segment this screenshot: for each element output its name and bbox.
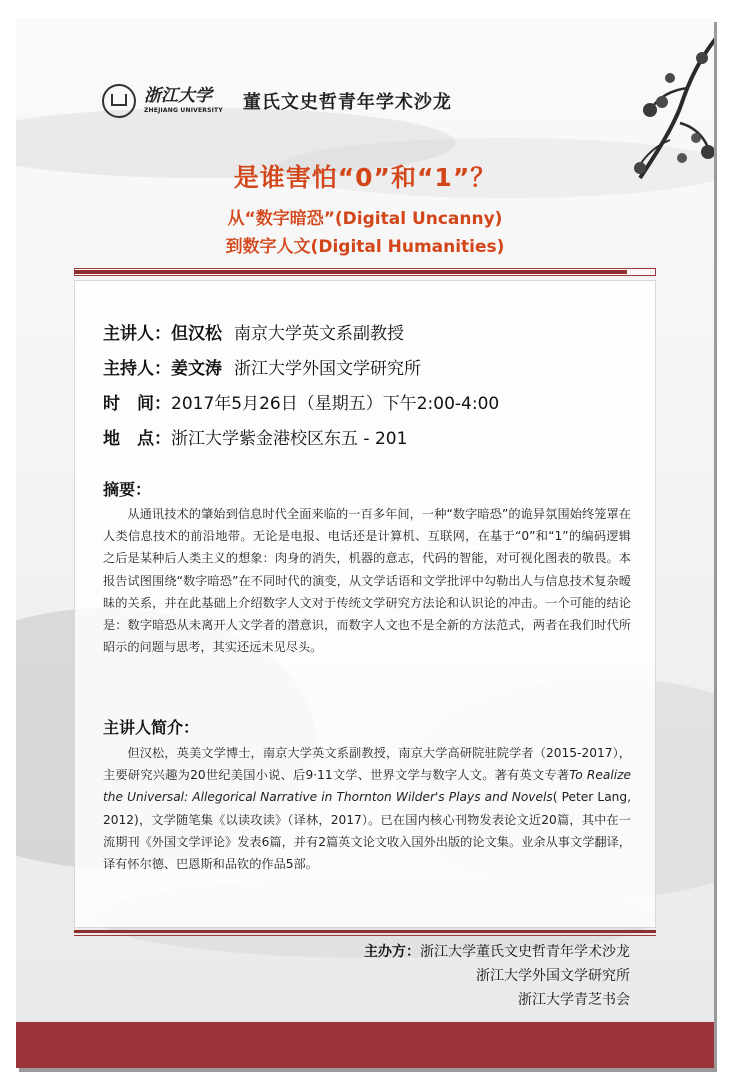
university-name-cn: 浙江大学 xyxy=(144,86,212,106)
bio-text-part-1: 但汉松，英美文学博士，南京大学英文系副教授，南京大学高研院驻院学者（2015-2017），主要研究兴趣为20世纪美国小说、后9·11文学、世界文学与数字人文。著有英文专著 xyxy=(103,746,631,783)
organizer-row-1 xyxy=(364,940,630,964)
time-value: 2017年5月26日（星期五）下午2:00-4:00 xyxy=(171,394,500,414)
university-name-en: ZHEJIANG UNIVERSITY xyxy=(144,107,223,114)
footer-band xyxy=(16,1022,714,1068)
organizers xyxy=(364,940,630,1012)
main-title: 是谁害怕“0”和“1”？ xyxy=(233,163,497,192)
host-title: 浙江大学外国文学研究所 xyxy=(234,359,421,379)
bio-heading: 主讲人简介： xyxy=(103,718,200,737)
organizer-2: 浙江大学外国文学研究所 xyxy=(476,968,630,984)
place-value: 浙江大学紫金港校区东五 - 201 xyxy=(171,429,408,449)
bio-book-title: To Realize the Universal: Allegorical Narrative in Thornton Wilder's Plays and Novels xyxy=(103,768,631,805)
host-name: 姜文涛 xyxy=(171,359,222,379)
speaker-name: 但汉松 xyxy=(171,324,222,344)
header xyxy=(102,80,452,122)
time-row xyxy=(103,389,499,414)
organizer-3: 浙江大学青芝书会 xyxy=(518,992,630,1008)
abstract-text: 从通讯技术的肇始到信息时代全面来临的一百多年间，一种“数字暗恐”的诡异氛围始终笼罩在人类信息技术的前沿地带。无论是电报、电话还是计算机、互联网，在基于“0”和“1”的编码逻辑之后是某种后人类主义的想象：肉身的消失，机器的意志，代码的智能，对可视化图表的敬畏。本报告试图围绕“数字暗恐”在不同时代的演变，从文学话语和文学批评中勾勒出人与信息技术复杂暧昧的关系，并在此基础上介绍数字人文对于传统文学研究方法论和认识论的冲击。一个可能的结论是：数字暗恐从未离开人文学者的潜意识，而数字人文也不是全新的方法范式，两者在我们时代所昭示的问题与思考，其实还远未见尽头。 xyxy=(103,507,631,655)
organizer-label: 主办方： xyxy=(364,944,420,960)
subtitle-line-2: 到数字人文(Digital Humanities) xyxy=(225,237,505,257)
speaker-label: 主讲人： xyxy=(103,324,171,344)
salon-name: 董氏文史哲青年学术沙龙 xyxy=(242,92,452,113)
abstract-heading: 摘要： xyxy=(103,480,152,499)
bio-text xyxy=(103,742,631,875)
place-label: 地 点： xyxy=(103,429,171,449)
host-label: 主持人： xyxy=(103,359,171,379)
place-row xyxy=(103,424,407,449)
speaker-row xyxy=(103,319,404,344)
university-seal-icon xyxy=(102,84,136,118)
university-logo xyxy=(144,88,223,114)
time-label: 时 间： xyxy=(103,394,171,414)
bottom-divider xyxy=(74,930,656,936)
poster xyxy=(16,18,714,1068)
content-card xyxy=(74,280,656,928)
top-divider xyxy=(74,268,656,276)
host-row xyxy=(103,354,421,379)
bio-text-part-2: ( Peter Lang, 2012)，文学随笔集《以读攻读》（译林，2017）。已在国内核心刊物发表论文近20篇，其中在一流期刊《外国文学评论》发表6篇，并有2篇英文论文收入国外出版的论文集。业余从事文学翻译，译有怀尔德、巴恩斯和品钦的作品5部。 xyxy=(103,790,631,872)
organizer-1: 浙江大学董氏文史哲青年学术沙龙 xyxy=(420,944,630,960)
subtitle-line-1: 从“数字暗恐”(Digital Uncanny) xyxy=(227,209,503,229)
speaker-title: 南京大学英文系副教授 xyxy=(234,324,404,344)
